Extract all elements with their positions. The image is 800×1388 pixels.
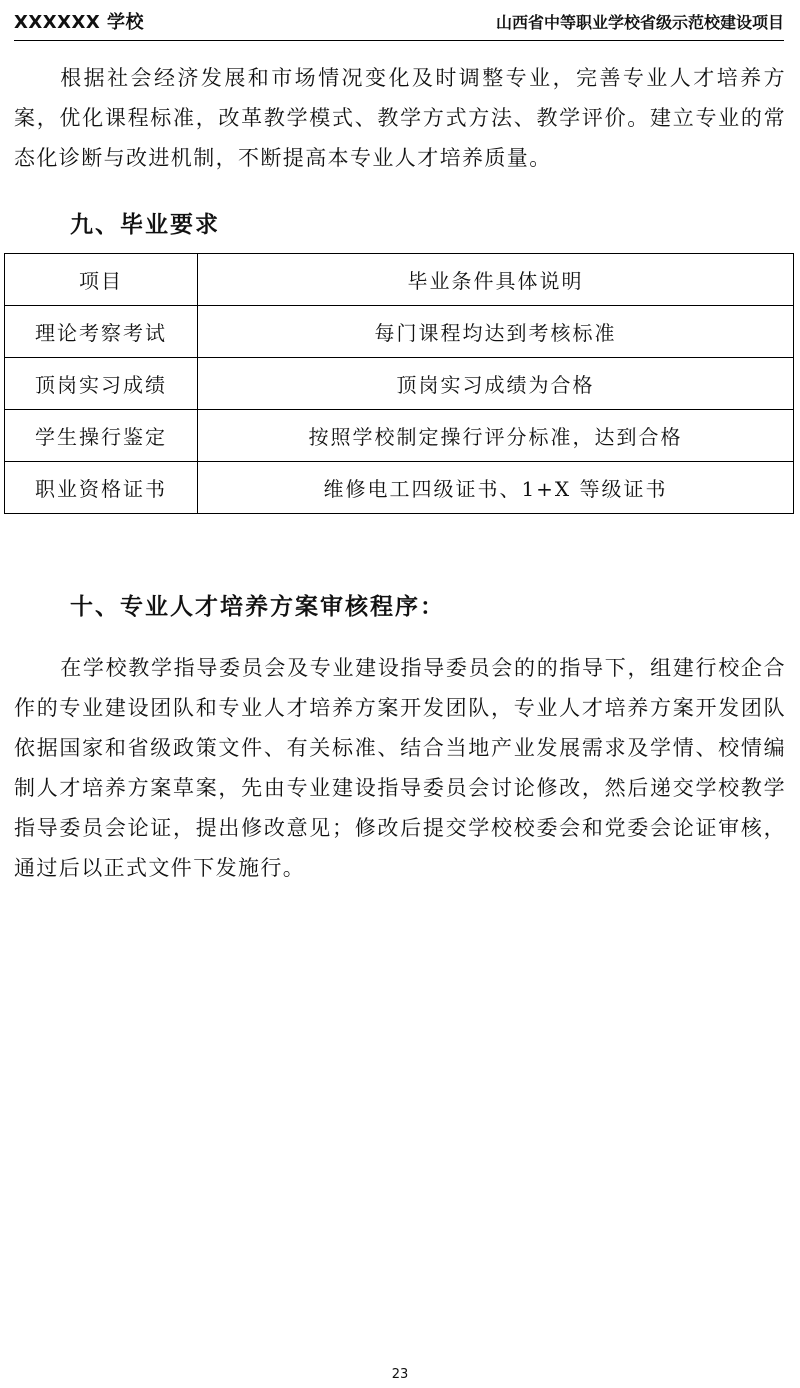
table-row [5, 410, 794, 462]
intro-paragraph: 根据社会经济发展和市场情况变化及时调整专业，完善专业人才培养方案，优化课程标准，改革教学模式、教学方式方法、教学评价。建立专业的常态化诊断与改进机制，不断提高本专业人才培养质量。 [14, 66, 786, 170]
table-cell-description: 按照学校制定操行评分标准，达到合格 [198, 410, 794, 462]
table-row [5, 306, 794, 358]
table-row [5, 358, 794, 410]
table-cell-item: 顶岗实习成绩 [5, 358, 198, 410]
school-name: XXXXXX 学校 [14, 12, 145, 33]
project-title: 山西省中等职业学校省级示范校建设项目 [495, 13, 784, 32]
table-cell-description: 顶岗实习成绩为合格 [198, 358, 794, 410]
review-procedure-paragraph: 在学校教学指导委员会及专业建设指导委员会的的指导下，组建行校企合作的专业建设团队和专业人才培养方案开发团队，专业人才培养方案开发团队依据国家和省级政策文件、有关标准、结合当地产业发展需求及学情、校情编制人才培养方案草案，先由专业建设指导委员会讨论修改，然后递交学校教学指导委员会论证，提出修改意见；修改后提交学校校委会和党委会论证审核，通过后以正式文件下发施行。 [14, 656, 786, 880]
table-header-cell: 毕业条件具体说明 [198, 254, 794, 306]
table-header-cell: 项目 [5, 254, 198, 306]
graduation-requirements-table [4, 253, 794, 514]
table-cell-item: 学生操行鉴定 [5, 410, 198, 462]
table-cell-description: 维修电工四级证书、1+X 等级证书 [198, 462, 794, 514]
page-header [14, 8, 784, 41]
table-cell-item: 职业资格证书 [5, 462, 198, 514]
table-cell-item: 理论考察考试 [5, 306, 198, 358]
section-9-title: 九、毕业要求 [70, 212, 220, 238]
table-cell-description: 每门课程均达到考核标准 [198, 306, 794, 358]
section-10-title: 十、专业人才培养方案审核程序： [70, 594, 445, 620]
table-row [5, 462, 794, 514]
table-header-row [5, 254, 794, 306]
page-number: 23 [391, 1367, 409, 1382]
